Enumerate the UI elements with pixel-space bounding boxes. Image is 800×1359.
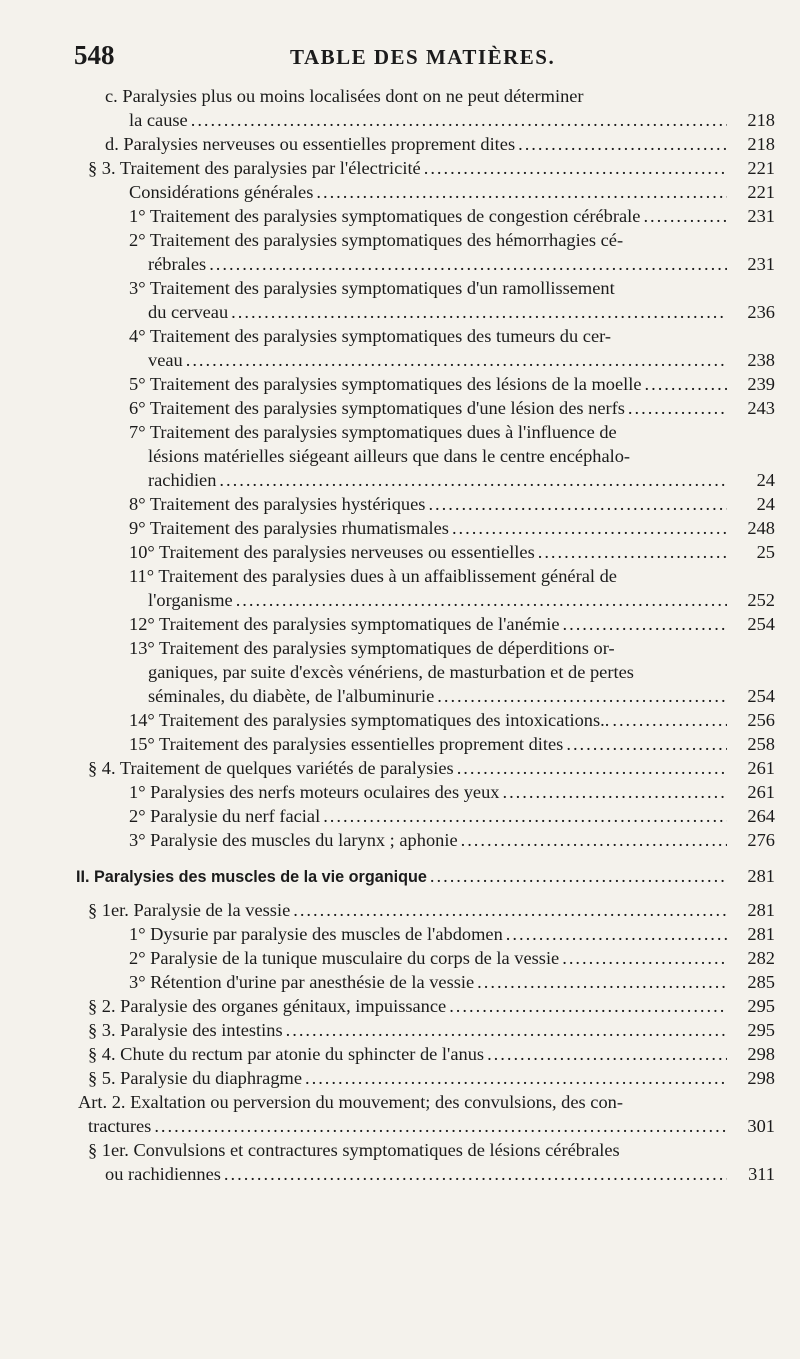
toc-page-number: 276 [747,830,775,850]
toc-entry-p3 [88,828,775,852]
toc-entry-text: § 4. Chute du rectum par atonie du sphincter de l'anus [88,1044,485,1064]
toc-entry-text: 13° Traitement des paralysies symptomatiques de déperditions or- [129,638,615,658]
page-header [74,40,764,74]
toc-section-3 [88,156,775,180]
toc-entry-5 [88,372,775,396]
toc-entry-text: séminales, du diabète, de l'albuminurie [148,686,435,706]
toc-entry-3 [88,276,775,324]
toc-entry-text: tractures [88,1116,152,1136]
toc-entry-text: § 3. Paralysie des intestins [88,1020,283,1040]
toc-entry-text: ganiques, par suite d'excès vénériens, de masturbation et de pertes [148,662,634,682]
toc-page-number: 236 [747,302,775,322]
toc-page-number: 238 [747,350,775,370]
toc-entry-text: § 5. Paralysie du diaphragme [88,1068,302,1088]
toc-entry-p2 [88,804,775,828]
toc-entry-text: 2° Traitement des paralysies symptomatiques des hémorrhagies cé- [129,230,624,250]
toc-entry-text: 11° Traitement des paralysies dues à un affaiblissement général de [129,566,617,586]
toc-page-number: 231 [747,206,775,226]
page-number: 548 [74,40,115,70]
toc-entry-text: 5° Traitement des paralysies symptomatiques des lésions de la moelle [129,374,642,394]
toc-page-number: 282 [747,948,775,968]
toc-entry-text: c. Paralysies plus ou moins localisées dont on ne peut déterminer [105,86,584,106]
toc-page-number: 24 [756,494,775,514]
toc-entry-15 [88,732,775,756]
toc-page-number: 248 [747,518,775,538]
toc-entry-text: 3° Rétention d'urine par anesthésie de la vessie [129,972,475,992]
toc-entry-9 [88,516,775,540]
toc-entry-text: § 1er. Paralysie de la vessie [88,900,291,920]
toc-page-number: 221 [747,182,775,202]
toc-page-number: 264 [747,806,775,826]
toc-page-number: 256 [747,710,775,730]
toc-entry-c [88,84,775,132]
toc-entry-text: d. Paralysies nerveuses ou essentielles proprement dites [105,134,516,154]
toc-entry-13 [88,636,775,708]
toc-entry-text: 3° Paralysie des muscles du larynx ; aphonie [129,830,458,850]
toc-page-number: 221 [747,158,775,178]
toc-page-number: 218 [747,110,775,130]
toc-entry-text: lésions matérielles siégeant ailleurs que dans le centre encéphalo- [148,446,631,466]
toc-entry-text: § 3. Traitement des paralysies par l'électricité [88,158,421,178]
toc-page-number: 239 [747,374,775,394]
toc-entry-text: ou rachidiennes [105,1164,221,1184]
toc-page-number: 311 [748,1164,775,1184]
toc-section-4-rectum [88,1042,775,1066]
toc-page-number: 24 [756,470,775,490]
toc-entry-1 [88,204,775,228]
toc-entry-text: II. Paralysies des muscles de la vie organique [76,868,427,886]
toc-page-number: 243 [747,398,775,418]
toc-entry-text: 3° Traitement des paralysies symptomatiques d'un ramollissement [129,278,615,298]
toc-page-number: 285 [747,972,775,992]
toc-page-number: 218 [747,134,775,154]
toc-page-number: 252 [747,590,775,610]
toc-entry-text: rébrales [148,254,207,274]
toc-entry-text: 2° Paralysie du nerf facial [129,806,321,826]
toc-entry-text: 4° Traitement des paralysies symptomatiques des tumeurs du cer- [129,326,611,346]
toc-entry-text: Considérations générales [129,182,314,202]
toc-page-number: 281 [747,900,775,920]
toc-entry-considerations [88,180,775,204]
toc-section-1-convulsions [88,1138,775,1186]
toc-entry-12 [88,612,775,636]
toc-entry-text: 1° Traitement des paralysies symptomatiques de congestion cérébrale [129,206,641,226]
toc-entry-text: 10° Traitement des paralysies nerveuses ou essentielles [129,542,535,562]
toc-entry-text: 2° Paralysie de la tunique musculaire du corps de la vessie [129,948,560,968]
toc-entry-text: § 1er. Convulsions et contractures symptomatiques de lésions cérébrales [88,1140,620,1160]
toc-page-number: 298 [747,1068,775,1088]
toc-entry-text: 12° Traitement des paralysies symptomatiques de l'anémie [129,614,560,634]
toc-article-2 [78,1090,775,1138]
table-of-contents [76,84,775,1186]
toc-page-number: 298 [747,1044,775,1064]
toc-page-number: 295 [747,1020,775,1040]
toc-page-number: 281 [747,866,775,886]
toc-entry-7 [88,420,775,492]
toc-section-1-vessie [88,898,775,922]
toc-entry-text: du cerveau [148,302,229,322]
toc-page-number: 295 [747,996,775,1016]
toc-entry-text: 9° Traitement des paralysies rhumatismales [129,518,449,538]
toc-entry-text: l'organisme [148,590,233,610]
toc-page-number: 261 [747,758,775,778]
toc-entry-10 [88,540,775,564]
toc-entry-text: veau [148,350,183,370]
toc-entry-text: Art. 2. Exaltation ou perversion du mouvement; des convulsions, des con- [78,1092,623,1112]
toc-page-number: 261 [747,782,775,802]
toc-section-3-intestins [88,1018,775,1042]
toc-entry-text: 7° Traitement des paralysies symptomatiques dues à l'influence de [129,422,617,442]
toc-entry-text: 14° Traitement des paralysies symptomatiques des intoxications.. [129,710,610,730]
toc-entry-text: 15° Traitement des paralysies essentielles proprement dites [129,734,564,754]
toc-page-number: 258 [747,734,775,754]
toc-chapter-ii [76,864,775,889]
toc-entry-text: § 4. Traitement de quelques variétés de paralysies [88,758,454,778]
toc-entry-tunique [88,946,775,970]
running-title: TABLE DES MATIÈRES. [290,45,556,69]
toc-entry-8 [88,492,775,516]
toc-entry-d [88,132,775,156]
toc-entry-text: la cause [129,110,188,130]
toc-page-number: 254 [747,686,775,706]
toc-entry-text: 8° Traitement des paralysies hystériques [129,494,426,514]
toc-entry-text: 6° Traitement des paralysies symptomatiques d'une lésion des nerfs [129,398,625,418]
toc-entry-6 [88,396,775,420]
toc-page-number: 231 [747,254,775,274]
toc-page-number: 254 [747,614,775,634]
toc-entry-2 [88,228,775,276]
toc-entry-text: 1° Dysurie par paralysie des muscles de l'abdomen [129,924,503,944]
toc-page-number: 25 [756,542,775,562]
toc-entry-text: 1° Paralysies des nerfs moteurs oculaires des yeux [129,782,500,802]
toc-page-number: 281 [747,924,775,944]
toc-entry-p1 [88,780,775,804]
toc-section-4 [88,756,775,780]
toc-page-number: 301 [747,1116,775,1136]
toc-entry-retention [88,970,775,994]
toc-entry-14 [88,708,775,732]
toc-entry-text: § 2. Paralysie des organes génitaux, impuissance [88,996,447,1016]
toc-entry-dysurie [88,922,775,946]
toc-section-2-genitaux [88,994,775,1018]
toc-entry-4 [88,324,775,372]
toc-section-5-diaphragme [88,1066,775,1090]
toc-entry-text: rachidien [148,470,217,490]
toc-entry-11 [88,564,775,612]
